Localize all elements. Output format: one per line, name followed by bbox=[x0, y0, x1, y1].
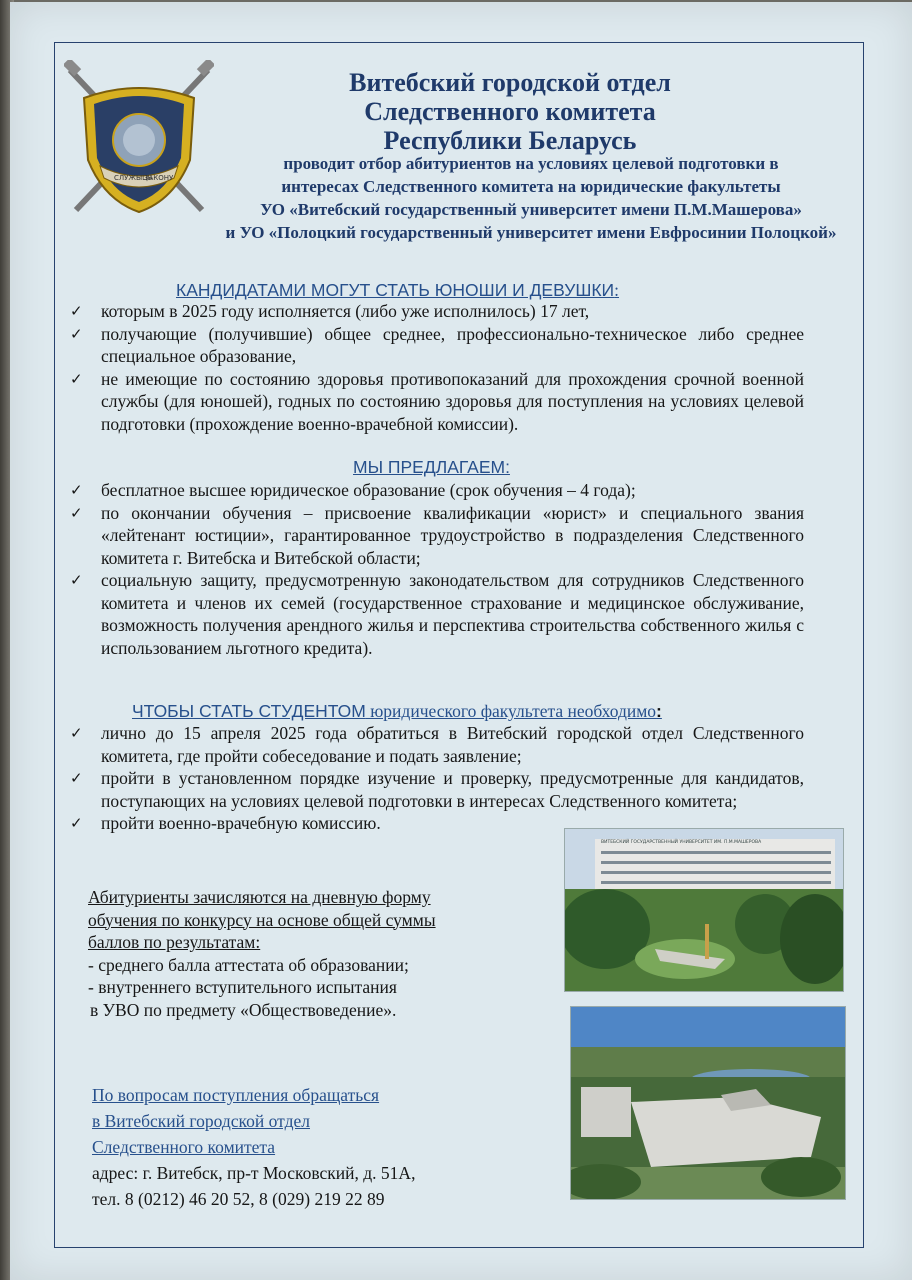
svg-text:ВИТЕБСКИЙ ГОСУДАРСТВЕННЫЙ УНИВ: ВИТЕБСКИЙ ГОСУДАРСТВЕННЫЙ УНИВЕРСИТЕТ ИМ. П.М.МАШЕРОВА bbox=[601, 840, 762, 845]
contact-address: адрес: г. Витебск, пр-т Московский, д. 51А, bbox=[92, 1163, 416, 1183]
title-line: Следственного комитета bbox=[364, 97, 656, 126]
checkmark-icon: ✓ bbox=[70, 304, 83, 320]
svg-text:СЛУЖЫЦЬ: СЛУЖЫЦЬ bbox=[114, 174, 153, 182]
list-item: ✓ по окончании обучения – присвоение квалификации «юрист» и специального звания «лейтенант юстиции», гарантированное трудоустройство в подразделения Следственного комитета г. Витебска и Витебской области; bbox=[70, 502, 804, 568]
title-line: Республики Беларусь bbox=[383, 126, 637, 155]
investigative-committee-emblem-icon bbox=[64, 60, 214, 222]
admission-line: - внутреннего вступительного испытания bbox=[88, 977, 397, 997]
offer-list bbox=[68, 479, 804, 659]
student-heading: ЧТОБЫ СТАТЬ СТУДЕНТОМ юридического факультета необходимо: bbox=[132, 701, 662, 721]
contact-line: в Витебский городской отдел bbox=[92, 1111, 310, 1131]
candidates-heading: КАНДИДАТАМИ МОГУТ СТАТЬ ЮНОШИ И ДЕВУШКИ: bbox=[176, 280, 619, 300]
flyer-sheet bbox=[10, 2, 912, 1280]
subtitle-line: УО «Витебский государственный университет имени П.М.Машерова» bbox=[260, 200, 802, 219]
contact-block bbox=[92, 1082, 415, 1212]
list-item: ✓ бесплатное высшее юридическое образование (срок обучения – 4 года); bbox=[68, 479, 804, 502]
admission-line: Абитуриенты зачисляются на дневную форму bbox=[88, 887, 431, 907]
checkmark-icon: ✓ bbox=[70, 573, 83, 589]
list-item: ✓ социальную защиту, предусмотренную законодательством для сотрудников Следственного комитета и членов их семей (государственное страхование и медицинское обслуживание, возможность получения арендного жилья и перспектива строительства собственного жилья с использованием льготного кредита). bbox=[70, 570, 804, 658]
checkmark-icon: ✓ bbox=[70, 326, 83, 343]
list-item: ✓ пройти военно-врачебную комиссию. bbox=[68, 812, 401, 835]
admission-block bbox=[88, 886, 548, 1021]
page-title bbox=[230, 68, 790, 155]
list-item: ✓ не имеющие по состоянию здоровья противопоказаний для прохождения срочной военной службы (для юношей), годных по состоянию здоровья для поступления на условиях целевой подготовки (прохождение военно-врачебной комиссии). bbox=[70, 368, 804, 434]
checkmark-icon: ✓ bbox=[70, 483, 83, 499]
list-item: ✓ которым в 2025 году исполняется (либо уже исполнилось) 17 лет, bbox=[68, 300, 804, 323]
student-list bbox=[68, 722, 804, 835]
admission-line: баллов по результатам: bbox=[88, 932, 261, 952]
admission-line: - среднего балла аттестата об образовании; bbox=[88, 954, 409, 975]
subtitle-line: интересах Следственного комитета на юридические факультеты bbox=[281, 177, 781, 196]
admission-line: обучения по конкурсу на основе общей суммы bbox=[88, 909, 436, 930]
checkmark-icon: ✓ bbox=[70, 505, 83, 522]
admission-line: в УВО по предмету «Обществоведение». bbox=[90, 999, 397, 1020]
list-item: ✓ получающие (получившие) общее среднее, профессионально-техническое либо среднее специальное образование, bbox=[70, 323, 804, 366]
offer-heading: МЫ ПРЕДЛАГАЕМ: bbox=[353, 457, 510, 477]
checkmark-icon: ✓ bbox=[70, 816, 83, 832]
title-line: Витебский городской отдел bbox=[349, 68, 671, 97]
list-item: ✓ пройти в установленном порядке изучение и проверку, предусмотренные для кандидатов, поступающих на условиях целевой подготовки в интересах Следственного комитета; bbox=[70, 768, 804, 811]
contact-line: Следственного комитета bbox=[92, 1137, 276, 1157]
subtitle-line: и УО «Полоцкий государственный университет имени Евфросинии Полоцкой» bbox=[225, 223, 837, 242]
candidates-list bbox=[68, 300, 804, 435]
polotsk-university-photo bbox=[570, 1006, 846, 1200]
contact-phone: тел. 8 (0212) 46 20 52, 8 (029) 219 22 89 bbox=[92, 1189, 385, 1209]
list-item: ✓ лично до 15 апреля 2025 года обратиться в Витебский городской отдел Следственного комитета, где пройти собеседование и подать заявление; bbox=[70, 723, 804, 766]
subtitle-line: проводит отбор абитуриентов на условиях целевой подготовки в bbox=[283, 154, 779, 173]
svg-text:ЗАКОНУ: ЗАКОНУ bbox=[144, 174, 174, 182]
vsu-building-photo bbox=[564, 828, 844, 992]
contact-line: По вопросам поступления обращаться bbox=[92, 1085, 380, 1105]
checkmark-icon: ✓ bbox=[70, 726, 83, 742]
checkmark-icon: ✓ bbox=[70, 771, 83, 787]
checkmark-icon: ✓ bbox=[70, 371, 83, 388]
page-subtitle bbox=[206, 152, 856, 244]
